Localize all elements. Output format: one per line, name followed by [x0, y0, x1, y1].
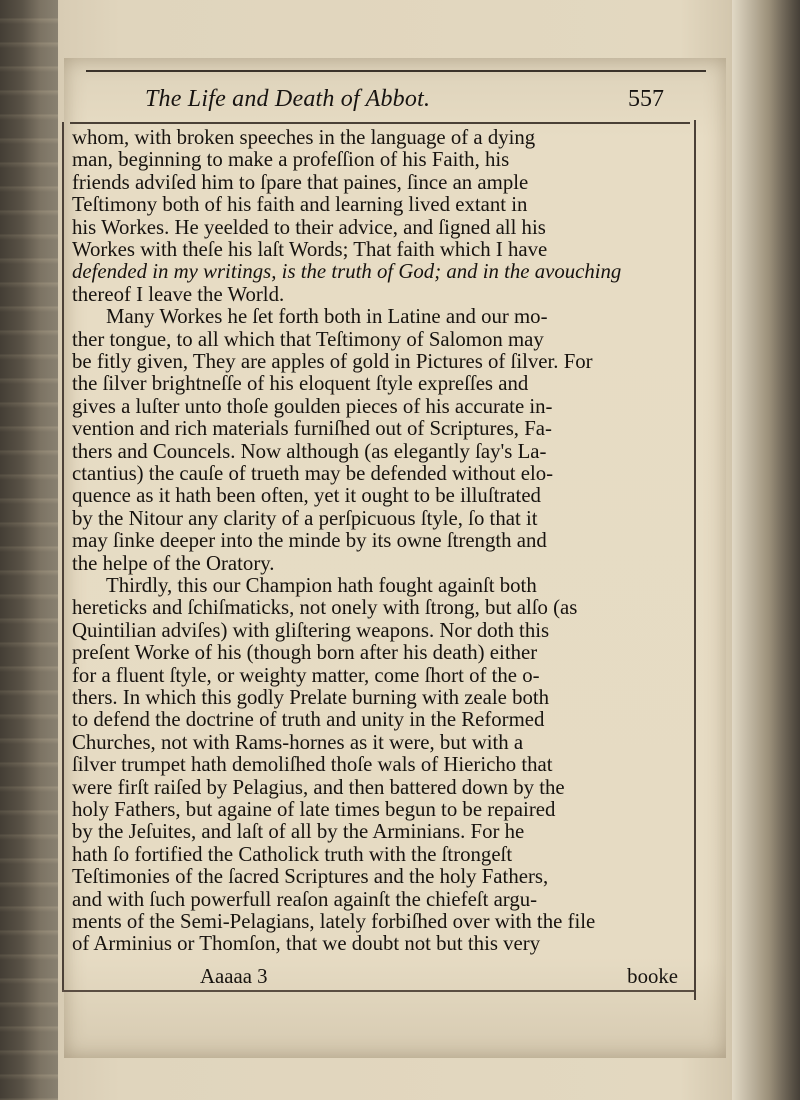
- right-margin-rule: [694, 120, 696, 1000]
- left-margin-rule: [62, 122, 64, 992]
- body-line: his Workes. He yeelded to their advice, and ſigned all his: [72, 215, 546, 239]
- body-line: by the Nitour any clarity of a perſpicuous ſtyle, ſo that it: [72, 506, 538, 530]
- page-body-text: [72, 125, 684, 1005]
- body-line: thers. In which this godly Prelate burning with zeale both: [72, 686, 550, 709]
- body-line: by the Jeſuites, and laſt of all by the Arminians. For he: [72, 820, 525, 844]
- body-line: preſent Worke of his (though born after his death) either: [72, 641, 538, 665]
- bottom-rule: [62, 990, 694, 992]
- body-line: were firſt raiſed by Pelagius, and then battered down by the: [72, 775, 565, 799]
- body-line: ctantius) the cauſe of trueth may be defended without elo-: [72, 462, 554, 485]
- body-line: the ſilver brightneſſe of his eloquent ſtyle expreſſes and: [72, 372, 529, 396]
- body-line: may ſinke deeper into the minde by its owne ſtrength and: [72, 529, 547, 553]
- header-rule: [70, 122, 690, 124]
- body-line: ſilver trumpet hath demoliſhed thoſe wals of Hiericho that: [72, 753, 553, 777]
- body-line: hereticks and ſchiſmaticks, not onely with ſtrong, but alſo (as: [72, 596, 578, 620]
- body-line: Workes with theſe his laſt Words; That faith which I have: [72, 238, 548, 261]
- body-line: friends adviſed him to ſpare that paines, ſince an ample: [72, 170, 529, 194]
- body-line: vention and rich materials furniſhed out of Scriptures, Fa-: [72, 417, 552, 441]
- body-line: and with ſuch powerfull reaſon againſt the chiefeſt argu-: [72, 887, 538, 911]
- body-line: Quintilian adviſes) with gliſtering weapons. Nor doth this: [72, 618, 550, 642]
- body-line: holy Fathers, but againe of late times begun to be repaired: [72, 798, 556, 821]
- body-line: the helpe of the Oratory.: [72, 551, 275, 575]
- top-rule: [86, 70, 706, 72]
- page-footer: [72, 964, 684, 990]
- body-line: gives a luſter unto thoſe goulden pieces of his accurate in-: [72, 394, 553, 418]
- catchword: booke: [627, 965, 678, 988]
- body-line: Teſtimony both of his faith and learning lived extant in: [72, 193, 528, 217]
- facing-page-edge: [0, 0, 58, 1100]
- body-line: man, beginning to make a profeſſion of his Faith, his: [72, 148, 510, 172]
- body-line: ments of the Semi-Pelagians, lately forbiſhed over with the file: [72, 910, 596, 933]
- body-line: for a fluent ſtyle, or weighty matter, come ſhort of the o-: [72, 663, 540, 687]
- body-line: whom, with broken speeches in the language of a dying: [72, 126, 536, 149]
- body-line: thers and Councels. Now although (as elegantly ſay's La-: [72, 439, 547, 463]
- paragraph-start-line: Many Workes he ſet forth both in Latine and our mo-: [106, 305, 548, 329]
- body-line: thereof I leave the World.: [72, 282, 285, 306]
- body-line: of Arminius or Thomſon, that we doubt not but this very: [72, 932, 541, 956]
- body-line: quence as it hath been often, yet it ought to be illuſtrated: [72, 484, 541, 508]
- body-line: hath ſo fortified the Catholick truth with the ſtrongeſt: [72, 842, 513, 866]
- body-line: Churches, not with Rams-hornes as it were, but with a: [72, 730, 524, 754]
- signature-mark: Aaaaa 3: [200, 965, 268, 988]
- page-shadow: [732, 0, 800, 1100]
- body-line: be fitly given, They are apples of gold in Pictures of ſilver. For: [72, 350, 593, 373]
- page-number: 557: [628, 86, 664, 112]
- running-title: The Life and Death of Abbot.: [145, 86, 431, 112]
- paragraph-start-line: Thirdly, this our Champion hath fought againſt both: [106, 574, 537, 597]
- body-line: ther tongue, to all which that Teſtimony of Salomon may: [72, 327, 544, 351]
- body-line: Teſtimonies of the ſacred Scriptures and the holy Fathers,: [72, 865, 549, 889]
- body-line: to defend the doctrine of truth and unity in the Reformed: [72, 708, 545, 732]
- body-line: defended in my writings, is the truth of God; and in the avouching: [72, 260, 622, 284]
